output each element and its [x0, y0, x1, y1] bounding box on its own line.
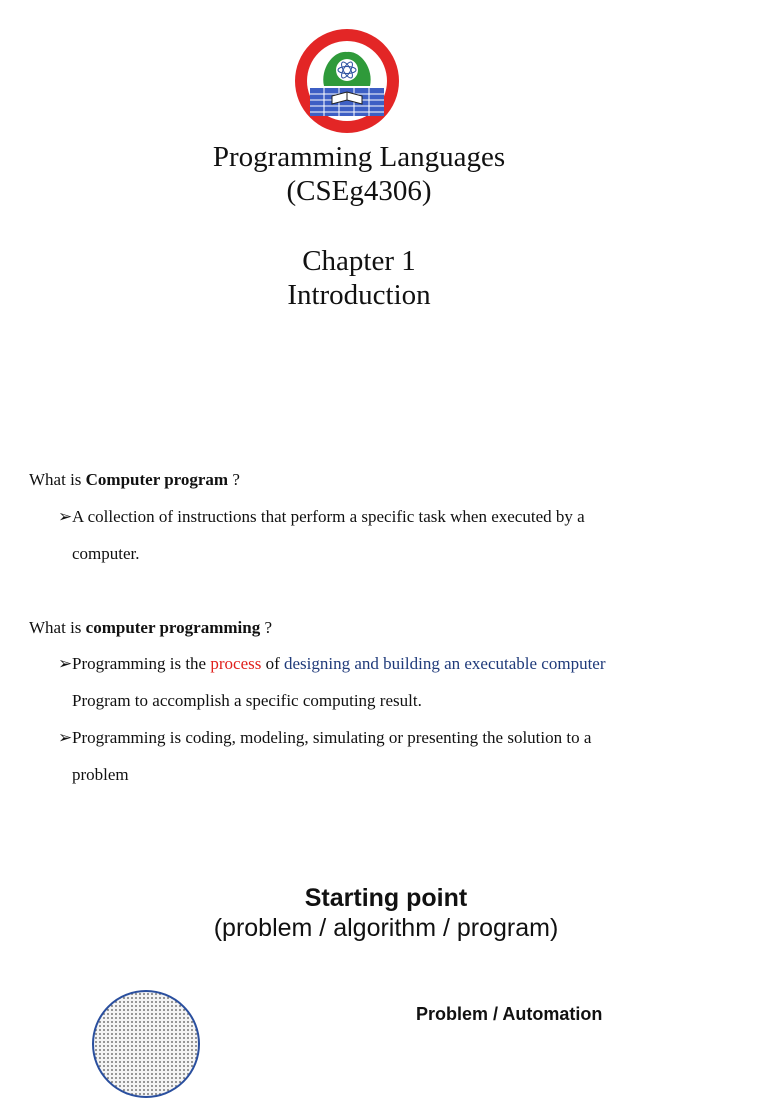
bullet-text: Programming is coding, modeling, simulating or presenting the solution to a: [72, 728, 592, 747]
highlight-designing: designing and building an executable computer: [284, 654, 606, 673]
chapter-title: Introduction: [287, 279, 431, 311]
bullet-programming-process: [58, 654, 606, 674]
bullet-program-definition: [58, 507, 585, 527]
question-computer-programming: [29, 618, 272, 638]
question-computer-program: [29, 470, 240, 490]
question-prefix: What is: [29, 618, 86, 637]
arrow-bullet-icon: ➢: [58, 728, 73, 747]
question-term: Computer program: [85, 470, 229, 489]
problem-automation-label: Problem / Automation: [416, 1004, 603, 1024]
question-suffix: ?: [260, 618, 273, 637]
bullet-continuation: Program to accomplish a specific computing result.: [72, 691, 422, 710]
figure-title: Starting point: [304, 884, 468, 912]
figure-subtitle: (problem / algorithm / program): [213, 914, 559, 942]
bullet-continuation: problem: [72, 765, 129, 784]
arrow-bullet-icon: ➢: [58, 507, 73, 526]
question-suffix: ?: [228, 470, 240, 489]
chapter-number: Chapter 1: [302, 245, 416, 277]
course-code: (CSEg4306): [286, 175, 432, 207]
bullet-text: Programming is the: [72, 654, 211, 673]
university-logo: [294, 28, 400, 134]
course-title: Programming Languages: [212, 141, 506, 173]
question-term: computer programming: [85, 618, 261, 637]
bullet-continuation: computer.: [72, 544, 140, 563]
question-prefix: What is: [29, 470, 86, 489]
bullet-text: A collection of instructions that perform a specific task when executed by a: [72, 507, 585, 526]
bullet-programming-coding: [58, 728, 591, 748]
highlight-process: process: [210, 654, 262, 673]
arrow-bullet-icon: ➢: [58, 654, 73, 673]
bullet-text-of: of: [261, 654, 285, 673]
problem-circle-shape: [92, 990, 200, 1098]
